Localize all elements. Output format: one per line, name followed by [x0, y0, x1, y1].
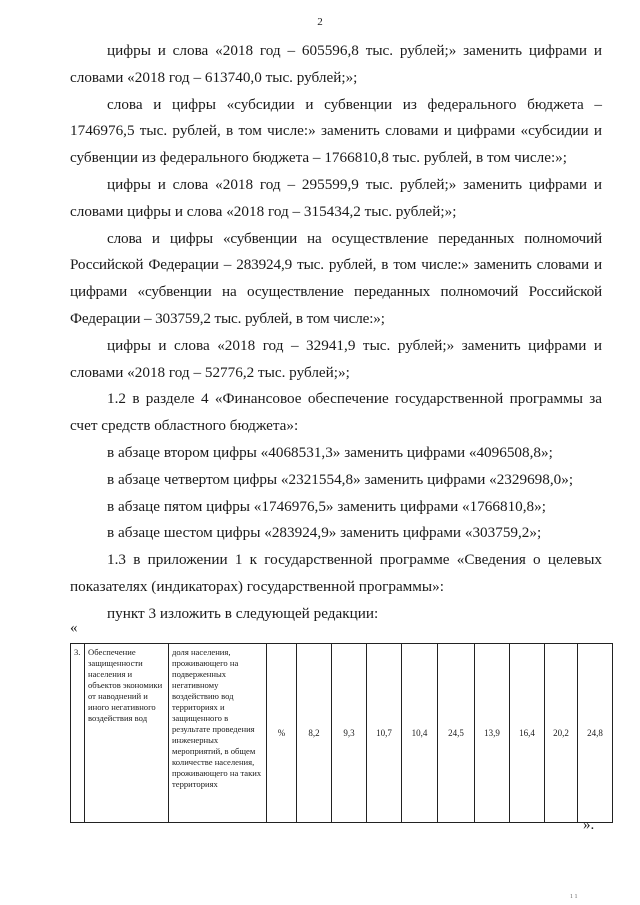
value-cell: 16,4	[510, 644, 545, 823]
paragraph: слова и цифры «субвенции на осуществление переданных полномочий Российской Федерации – 283924,9 тыс. рублей, в том числе:» заменить словами и цифрами «субвенции на осуществление переданных полномочий Российской Федерации – 303759,2 тыс. рублей, в том числе:»;	[70, 229, 602, 327]
paragraph: в абзаце шестом цифры «283924,9» заменить цифрами «303759,2»;	[107, 524, 542, 542]
page-number: 2	[317, 16, 323, 28]
paragraph: в абзаце пятом цифры «1746976,5» заменить цифрами «1766810,8»;	[107, 497, 546, 515]
paragraph: в абзаце четвертом цифры «2321554,8» заменить цифрами «2329698,0»;	[107, 470, 574, 488]
paragraph: цифры и слова «2018 год – 32941,9 тыс. рублей;» заменить цифрами и словами «2018 год – 52776,2 тыс. рублей;»;	[70, 336, 602, 381]
value-cell: 13,9	[475, 644, 510, 823]
paragraph: цифры и слова «2018 год – 605596,8 тыс. рублей;» заменить цифрами и словами «2018 год – 613740,0 тыс. рублей;»;	[70, 42, 602, 86]
value-cell: 8,2	[297, 644, 332, 823]
paragraph: пункт 3 изложить в следующей редакции:	[107, 604, 379, 622]
footer-marks: 1 1	[570, 894, 578, 900]
table-row	[71, 644, 613, 823]
paragraph: 1.2 в разделе 4 «Финансовое обеспечение государственной программы за счет средств областного бюджета»:	[70, 390, 602, 435]
closing-quote: ».	[583, 817, 595, 833]
paragraph: цифры и слова «2018 год – 295599,9 тыс. рублей;» заменить цифрами и словами цифры и слова «2018 год – 315434,2 тыс. рублей;»;	[70, 175, 602, 220]
goal-cell: Обеспечение защищенности населения и объектов экономики от наводнений и иного негативного воздействия вод	[85, 644, 169, 823]
paragraph: слова и цифры «субсидии и субвенции из федерального бюджета – 1746976,5 тыс. рублей, в том числе:» заменить словами и цифрами «субсидии и субвенции из федерального бюджета – 1766810,8 тыс. рублей, в том числе:»;	[70, 95, 602, 167]
value-cell: 24,8	[578, 644, 613, 823]
document-body	[70, 38, 602, 628]
value-cell: 10,4	[402, 644, 438, 823]
row-number: 3.	[71, 644, 85, 823]
value-cell: 10,7	[367, 644, 402, 823]
indicator-cell: доля населения, проживающего на подверженных негативному воздействию вод территориях и защищенного в результате проведения инженерных мероприятий, в общем количестве населения, проживающего на таких территориях	[169, 644, 267, 823]
paragraph: в абзаце втором цифры «4068531,3» заменить цифрами «4096508,8»;	[107, 443, 553, 461]
unit-cell: %	[267, 644, 297, 823]
value-cell: 24,5	[438, 644, 475, 823]
indicator-table	[70, 643, 613, 823]
paragraph: 1.3 в приложении 1 к государственной программе «Сведения о целевых показателях (индикаторах) государственной программы»:	[70, 551, 602, 595]
opening-quote: «	[70, 620, 78, 636]
value-cell: 9,3	[332, 644, 367, 823]
value-cell: 20,2	[545, 644, 578, 823]
